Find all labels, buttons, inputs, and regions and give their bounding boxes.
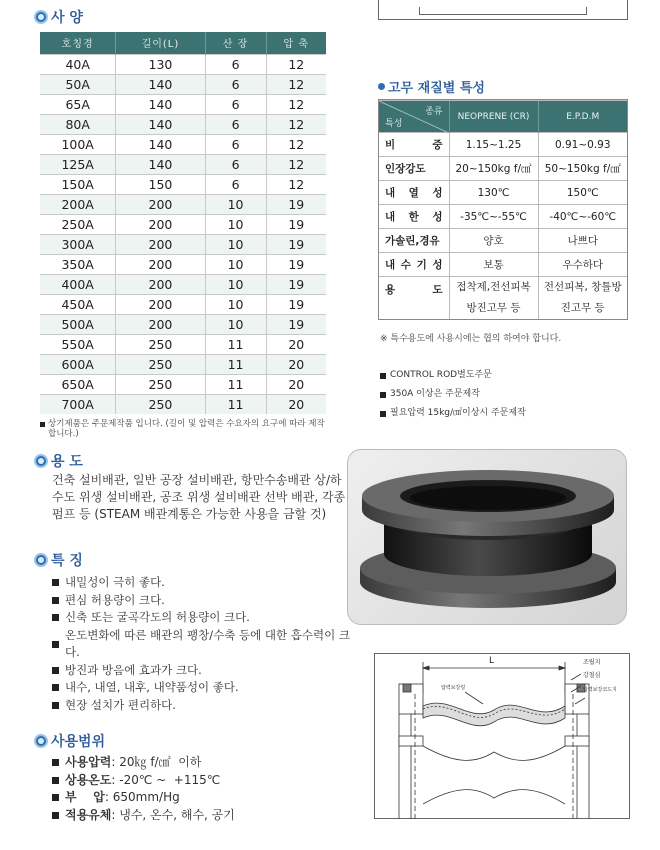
spec-cell: 140 (116, 94, 205, 114)
col-header: 길이(L) (116, 32, 205, 54)
spec-cell: 6 (205, 174, 266, 194)
spec-cell: 19 (266, 314, 326, 334)
spec-cell: 140 (116, 134, 205, 154)
spec-cell: 12 (266, 134, 326, 154)
spec-cell: 19 (266, 214, 326, 234)
square-bullet-icon (52, 597, 59, 604)
square-bullet-icon (52, 794, 59, 801)
rubber-use-v2b: 진고무 등 (538, 297, 627, 319)
spec-row (40, 134, 326, 154)
spec-cell: 10 (205, 314, 266, 334)
rubber-v2: 0.91~0.93 (538, 133, 627, 157)
spec-cell: 6 (205, 74, 266, 94)
spec-row (40, 214, 326, 234)
square-bullet-icon (52, 684, 59, 691)
spec-cell: 10 (205, 254, 266, 274)
square-bullet-icon (52, 759, 59, 766)
square-bullet-icon (380, 373, 386, 379)
spec-cell: 250A (40, 214, 116, 234)
rubber-title-text: 고무 재질별 특성 (388, 81, 485, 96)
spec-cell: 20 (266, 334, 326, 354)
col-header: 산 장 (205, 32, 266, 54)
spec-row (40, 174, 326, 194)
spec-cell: 6 (205, 114, 266, 134)
feature-text: 신축 또는 굴곡각도의 허용량이 크다. (65, 610, 250, 624)
spec-header-row (40, 32, 326, 54)
usage-text: 건축 설비배관, 일반 공장 설비배관, 항만수송배관 상/하수도 위생 설비배관, 공조 위생 설비배관 선박 배관, 각종 펌프 등 (STEAM 배관계통은 가능한 사용을 금할 것) (52, 473, 346, 521)
spec-table (40, 32, 326, 414)
spec-cell: 100A (40, 134, 116, 154)
feature-text: 내수, 내열, 내후, 내약품성이 좋다. (65, 680, 239, 694)
rubber-table (379, 100, 627, 319)
spec-cell: 200 (116, 294, 205, 314)
spec-cell: 10 (205, 274, 266, 294)
spec-cell: 20 (266, 374, 326, 394)
col-epdm: E.P.D.M (538, 101, 627, 133)
spec-row (40, 334, 326, 354)
spec-row (40, 114, 326, 134)
spec-cell: 12 (266, 94, 326, 114)
col-header: 호칭경 (40, 32, 116, 54)
spec-cell: 300A (40, 234, 116, 254)
spec-cell: 12 (266, 154, 326, 174)
spec-row (40, 234, 326, 254)
spec-row (40, 94, 326, 114)
dim-label: L (489, 656, 495, 666)
feature-item (52, 662, 362, 680)
rubber-row-label: 내 열 성 (379, 181, 449, 205)
spec-cell: 200 (116, 234, 205, 254)
spec-note-text: 상기제품은 주문제작품 입니다. (길이 및 압력은 수요자의 요구에 따라 제작합니다.) (48, 419, 325, 439)
callout-3: 강철심 (583, 672, 601, 679)
square-bullet-icon (52, 702, 59, 709)
square-bullet-icon (52, 812, 59, 819)
spec-cell: 11 (205, 334, 266, 354)
spec-cell: 10 (205, 294, 266, 314)
spec-cell: 10 (205, 194, 266, 214)
spec-row (40, 194, 326, 214)
spec-cell: 19 (266, 274, 326, 294)
feature-item (52, 627, 362, 662)
rubber-v2: 50~150kg f/㎠ (538, 157, 627, 181)
order-note-text: 필요압력 15kg/㎠이상시 주문제작 (390, 408, 526, 418)
range-value: : 20㎏ f/㎠ 이하 (111, 755, 202, 769)
spec-cell: 10 (205, 214, 266, 234)
range-list (52, 754, 352, 824)
spec-cell: 250 (116, 334, 205, 354)
spec-row (40, 394, 326, 414)
spec-cell: 150 (116, 174, 205, 194)
features-title-text: 특 징 (51, 553, 83, 569)
rubber-row (379, 157, 627, 181)
feature-item (52, 574, 362, 592)
order-note-text: 350A 이상은 주문제작 (390, 389, 480, 399)
callout-2: 압력보강링 (441, 685, 466, 691)
spec-row (40, 54, 326, 74)
spec-cell: 12 (266, 114, 326, 134)
col-neoprene: NEOPRENE (CR) (449, 101, 538, 133)
spec-note (40, 419, 330, 439)
features-title (34, 550, 83, 570)
tech-drawing (374, 653, 630, 819)
rubber-v1: 130℃ (449, 181, 538, 205)
spec-title-text: 사 양 (51, 10, 83, 26)
square-bullet-icon (52, 579, 59, 586)
rubber-row-label: 인장강도 (379, 157, 449, 181)
square-bullet-icon (52, 614, 59, 621)
spec-cell: 125A (40, 154, 116, 174)
spec-cell: 450A (40, 294, 116, 314)
square-bullet-icon (52, 641, 59, 648)
bullet-icon (34, 10, 48, 24)
rubber-row (379, 181, 627, 205)
features-list (52, 574, 362, 714)
spec-row (40, 74, 326, 94)
rubber-v1: 1.15~1.25 (449, 133, 538, 157)
square-bullet-icon (52, 667, 59, 674)
spec-row (40, 354, 326, 374)
spec-cell: 140 (116, 74, 205, 94)
spec-cell: 12 (266, 174, 326, 194)
spec-cell: 11 (205, 394, 266, 414)
spec-cell: 40A (40, 54, 116, 74)
spec-cell: 200 (116, 314, 205, 334)
bullet-icon (34, 734, 48, 748)
rubber-use-label: 용 도 (379, 277, 449, 319)
spec-cell: 19 (266, 234, 326, 254)
rubber-v1: 보통 (449, 253, 538, 277)
spec-cell: 12 (266, 54, 326, 74)
spec-cell: 700A (40, 394, 116, 414)
spec-cell: 500A (40, 314, 116, 334)
spec-cell: 6 (205, 94, 266, 114)
range-label: 적용유체 (65, 807, 112, 822)
range-value: : 650mm/Hg (104, 790, 180, 804)
spec-table-wrap (40, 32, 326, 414)
spec-cell: 350A (40, 254, 116, 274)
spec-cell: 6 (205, 154, 266, 174)
square-bullet-icon (380, 411, 386, 417)
square-bullet-icon (40, 422, 45, 427)
feature-text: 방진과 방음에 효과가 크다. (65, 662, 202, 677)
spec-cell: 250 (116, 354, 205, 374)
rubber-row-label: 비 중 (379, 133, 449, 157)
rubber-v2: 우수하다 (538, 253, 627, 277)
usage-title (34, 451, 83, 471)
feature-item (52, 592, 362, 610)
spec-cell: 19 (266, 294, 326, 314)
range-title (34, 731, 105, 751)
feature-text: 현장 설치가 편리하다. (65, 697, 176, 712)
spec-cell: 6 (205, 134, 266, 154)
corner-bottom: 특성 (385, 119, 403, 129)
spec-cell: 400A (40, 274, 116, 294)
spec-cell: 20 (266, 394, 326, 414)
rubber-v1: 양호 (449, 229, 538, 253)
feature-text: 편심 허용량이 크다. (65, 592, 165, 607)
spec-row (40, 294, 326, 314)
range-item (52, 807, 352, 825)
rubber-footnote: ※ 특수용도에 사용시에는 협의 하여야 합니다. (380, 334, 562, 344)
col-header: 압 축 (266, 32, 326, 54)
bullet-icon (34, 454, 48, 468)
spec-row (40, 274, 326, 294)
range-item (52, 789, 352, 807)
spec-cell: 650A (40, 374, 116, 394)
spec-cell: 200 (116, 214, 205, 234)
rubber-joint-image (348, 450, 627, 625)
spec-cell: 200A (40, 194, 116, 214)
spec-cell: 600A (40, 354, 116, 374)
product-photo (347, 449, 627, 625)
order-note-text: CONTROL ROD별도주문 (390, 370, 492, 380)
range-label: 부 압 (65, 790, 105, 804)
spec-cell: 140 (116, 114, 205, 134)
spec-cell: 11 (205, 374, 266, 394)
rubber-row-label: 내 수 기 성 (379, 253, 449, 277)
spec-cell: 20 (266, 354, 326, 374)
usage-title-text: 용 도 (51, 454, 83, 470)
corner-cell (379, 101, 449, 133)
spec-cell: 150A (40, 174, 116, 194)
feature-item (52, 697, 362, 715)
rubber-v2: 나쁘다 (538, 229, 627, 253)
rubber-row-label: 가솔린,경유 (379, 229, 449, 253)
spec-cell: 19 (266, 194, 326, 214)
order-notes (380, 366, 526, 423)
top-drawing-box (378, 0, 628, 20)
square-bullet-icon (380, 392, 386, 398)
bullet-icon (378, 83, 385, 90)
rubber-row (379, 229, 627, 253)
feature-item (52, 679, 362, 697)
spec-cell: 200 (116, 254, 205, 274)
rubber-row-label: 내 한 성 (379, 205, 449, 229)
spec-cell: 50A (40, 74, 116, 94)
spec-cell: 19 (266, 254, 326, 274)
spec-cell: 11 (205, 354, 266, 374)
rubber-row (379, 205, 627, 229)
spec-cell: 250 (116, 374, 205, 394)
range-value: : 냉수, 온수, 해수, 공기 (111, 807, 235, 822)
range-value: : -20℃ ~ +115℃ (111, 772, 221, 787)
bullet-icon (34, 553, 48, 567)
corner-top: 종류 (425, 107, 443, 117)
rubber-use-v2a: 전선피복, 창틀방 (538, 277, 627, 297)
order-note (380, 404, 526, 423)
spec-cell: 65A (40, 94, 116, 114)
order-note (380, 385, 526, 404)
feature-item (52, 609, 362, 627)
rubber-row (379, 133, 627, 157)
rubber-use-row (379, 277, 627, 297)
spec-cell: 550A (40, 334, 116, 354)
rubber-v2: 150℃ (538, 181, 627, 205)
rubber-v1: -35℃~-55℃ (449, 205, 538, 229)
spec-cell: 250 (116, 394, 205, 414)
rubber-v1: 20~150kg f/㎠ (449, 157, 538, 181)
spec-cell: 6 (205, 54, 266, 74)
rubber-use-v1a: 접착제,전선피복 (449, 277, 538, 297)
rubber-row (379, 253, 627, 277)
spec-row (40, 254, 326, 274)
rubber-v2: -40℃~-60℃ (538, 205, 627, 229)
range-label: 사용압력 (65, 755, 112, 769)
rubber-title (378, 77, 485, 96)
spec-row (40, 314, 326, 334)
spec-cell: 200 (116, 194, 205, 214)
range-title-text: 사용범위 (51, 734, 106, 750)
square-bullet-icon (52, 777, 59, 784)
spec-cell: 80A (40, 114, 116, 134)
spec-cell: 140 (116, 154, 205, 174)
feature-text: 온도변화에 따른 배관의 팽창/수축 등에 대한 흡수력이 크다. (65, 627, 350, 659)
feature-text: 내밀성이 극히 좋다. (65, 575, 165, 589)
spec-row (40, 154, 326, 174)
spec-cell: 200 (116, 274, 205, 294)
callout-4: 압력보강코드지 (583, 687, 617, 693)
spec-cell: 10 (205, 234, 266, 254)
spec-cell: 130 (116, 54, 205, 74)
rubber-use-v1b: 방진고무 등 (449, 297, 538, 319)
spec-row (40, 374, 326, 394)
spec-title (34, 7, 83, 27)
spec-cell: 12 (266, 74, 326, 94)
order-note (380, 366, 526, 385)
callout-1: 조립지 (583, 659, 601, 666)
range-item (52, 754, 352, 772)
rubber-header-row (379, 101, 627, 133)
range-label: 상용온도 (65, 772, 112, 787)
range-item (52, 772, 352, 790)
rubber-table-wrap (378, 99, 628, 320)
